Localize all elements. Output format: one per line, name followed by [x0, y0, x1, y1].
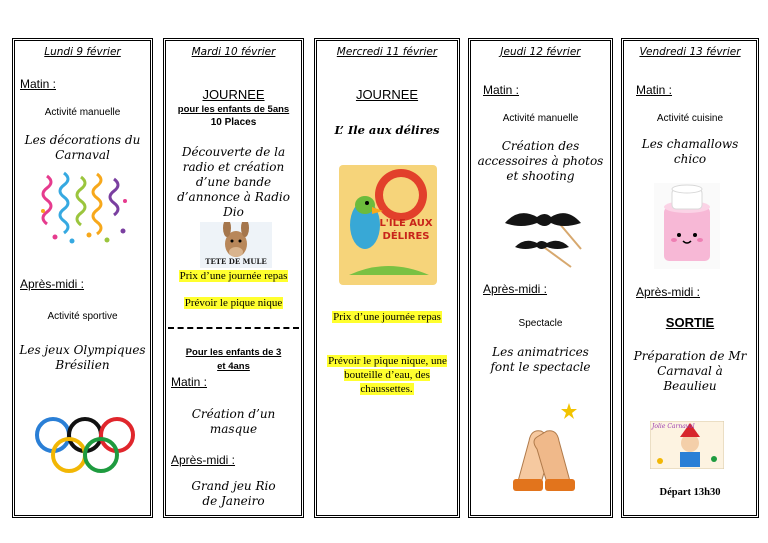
afternoon-title: Les jeux Olympiques Brésilien — [19, 343, 146, 372]
bring-note: Prévoir le pique nique — [184, 297, 283, 309]
afternoon-title: Préparation de Mr Carnaval à Beaulieu — [633, 349, 747, 393]
afternoon-label: Après-midi : — [171, 453, 236, 467]
marshmallow-image — [654, 183, 720, 269]
day-title: Jeudi 12 février — [500, 46, 581, 58]
morning-title: Création d’un masque — [191, 407, 276, 436]
morning-activity: Activité manuelle — [502, 113, 579, 124]
places-count: 10 Places — [210, 117, 257, 128]
bring-note: Prévoir le pique nique, une bouteille d’eau, des chaussettes. — [328, 355, 447, 395]
logo-text: TETE DE MULE — [205, 257, 267, 266]
morning-activity: Activité manuelle — [44, 107, 121, 118]
section-divider — [168, 327, 299, 329]
morning-title: Création des accessoires à photos et shooting — [477, 139, 604, 183]
afternoon-label: Après-midi : — [636, 285, 701, 299]
ile-aux-delires-logo — [339, 165, 437, 285]
day-title: Mercredi 11 février — [336, 46, 438, 58]
tete-de-mule-logo — [200, 222, 272, 268]
clapping-hands-image — [501, 401, 587, 493]
younger-group-heading: Pour les enfants de 3 et 4ans — [185, 347, 282, 372]
group-subheading: pour les enfants de 5ans — [177, 104, 290, 115]
morning-activity: Activité cuisine — [656, 113, 724, 124]
carnival-poster-image — [650, 421, 724, 469]
price-note: Prix d’une journée repas — [333, 311, 441, 323]
price-note: Prix d’une journée repas — [179, 270, 288, 282]
day-title: Lundi 9 février — [44, 46, 121, 58]
radio-description: Découverte de la radio et création d’une bande d’annonce à Radio Dio — [177, 145, 290, 219]
morning-label: Matin : — [171, 375, 208, 389]
olympic-rings-image — [33, 413, 137, 483]
morning-label: Matin : — [20, 77, 57, 91]
morning-title: Les décorations du Carnaval — [24, 133, 141, 162]
afternoon-label: Après-midi : — [20, 277, 85, 291]
afternoon-activity: Spectacle — [518, 318, 563, 329]
streamers-image — [39, 171, 129, 246]
morning-label: Matin : — [483, 83, 520, 97]
poster-text: Jolie Carnaval — [652, 423, 695, 430]
logo-text: L'ILE AUX DÉLIRES — [379, 218, 433, 242]
outing-label: SORTIE — [665, 315, 715, 330]
moustache-props-image — [501, 201, 585, 269]
outing-title: L’ Ile aux délires — [334, 123, 440, 137]
departure-time: Départ 13h30 — [659, 487, 721, 498]
column-tuesday — [163, 38, 304, 518]
journee-heading: JOURNEE — [355, 87, 419, 102]
afternoon-title: Les animatrices font le spectacle — [490, 345, 591, 374]
column-friday — [621, 38, 759, 518]
afternoon-label: Après-midi : — [483, 282, 548, 296]
column-wednesday — [314, 38, 460, 518]
afternoon-title: Grand jeu Rio de Janeiro — [191, 479, 276, 508]
afternoon-activity: Activité sportive — [47, 311, 118, 322]
morning-title: Les chamallows chico — [641, 137, 739, 166]
day-title: Vendredi 13 février — [639, 46, 741, 58]
column-monday — [12, 38, 153, 518]
journee-heading: JOURNEE — [202, 87, 265, 102]
day-title: Mardi 10 février — [191, 46, 276, 58]
morning-label: Matin : — [636, 83, 673, 97]
column-thursday — [468, 38, 613, 518]
